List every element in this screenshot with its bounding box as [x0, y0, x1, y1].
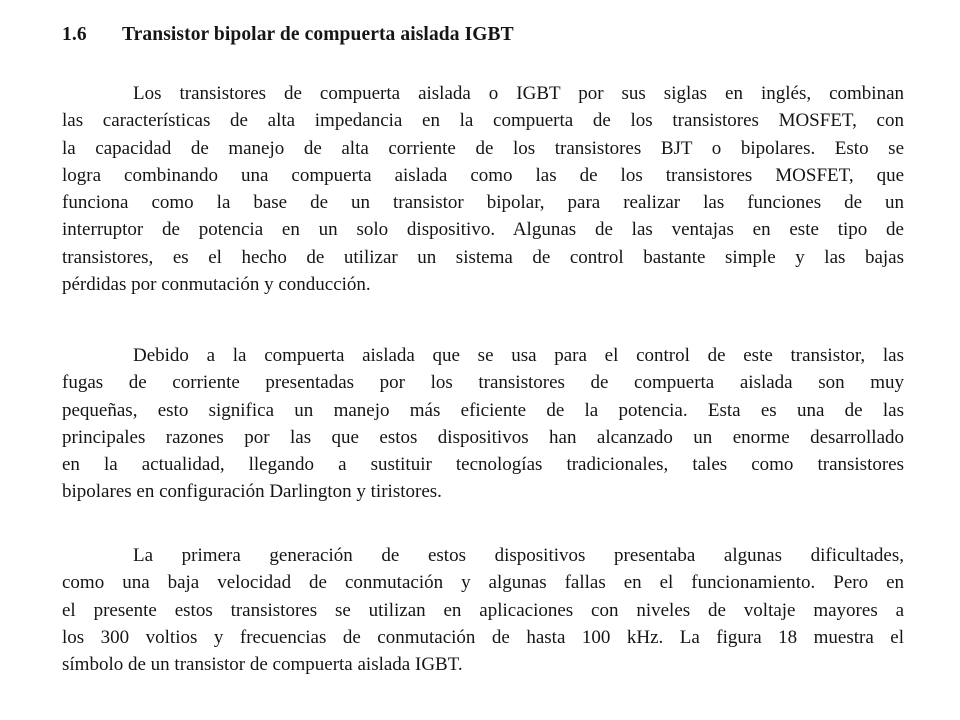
paragraph-3 [62, 542, 904, 678]
paragraph-line: Debido a la compuerta aislada que se usa para el control de este transistor, las [133, 345, 904, 366]
paragraph-line: pérdidas por conmutación y conducción. [62, 274, 371, 296]
paragraph-line: logra combinando una compuerta aislada como las de los transistores MOSFET, que [62, 164, 904, 186]
paragraph-line: principales razones por las que estos dispositivos han alcanzado un enorme desarrollado [62, 426, 904, 448]
paragraph-1 [62, 80, 904, 298]
paragraph-line: como una baja velocidad de conmutación y algunas fallas en el funcionamiento. Pero en [62, 572, 904, 594]
paragraph-line: el presente estos transistores se utilizan en aplicaciones con niveles de voltaje mayores a [62, 599, 904, 621]
paragraph-line: Los transistores de compuerta aislada o IGBT por sus siglas en inglés, combinan [133, 83, 904, 104]
paragraph-2 [62, 342, 904, 506]
section-heading [62, 23, 514, 47]
paragraph-line: pequeñas, esto significa un manejo más eficiente de la potencia. Esta es una de las [62, 399, 904, 421]
paragraph-line: fugas de corriente presentadas por los transistores de compuerta aislada son muy [62, 372, 904, 394]
section-title: Transistor bipolar de compuerta aislada IGBT [122, 24, 514, 45]
paragraph-line: La primera generación de estos dispositivos presentaba algunas dificultades, [133, 545, 904, 566]
section-number: 1.6 [62, 24, 87, 45]
paragraph-line: la capacidad de manejo de alta corriente de los transistores BJT o bipolares. Esto se [62, 137, 904, 159]
paragraph-line: símbolo de un transistor de compuerta aislada IGBT. [62, 654, 463, 676]
paragraph-line: en la actualidad, llegando a sustituir tecnologías tradicionales, tales como transistores [62, 454, 904, 476]
paragraph-line: las características de alta impedancia en la compuerta de los transistores MOSFET, con [62, 110, 904, 132]
paragraph-line: interruptor de potencia en un solo dispositivo. Algunas de las ventajas en este tipo de [62, 219, 904, 241]
paragraph-line: transistores, es el hecho de utilizar un sistema de control bastante simple y las bajas [62, 246, 904, 268]
paragraph-line: los 300 voltios y frecuencias de conmutación de hasta 100 kHz. La figura 18 muestra el [62, 626, 904, 648]
paragraph-line: funciona como la base de un transistor bipolar, para realizar las funciones de un [62, 192, 904, 214]
paragraph-line: bipolares en configuración Darlington y tiristores. [62, 481, 442, 503]
